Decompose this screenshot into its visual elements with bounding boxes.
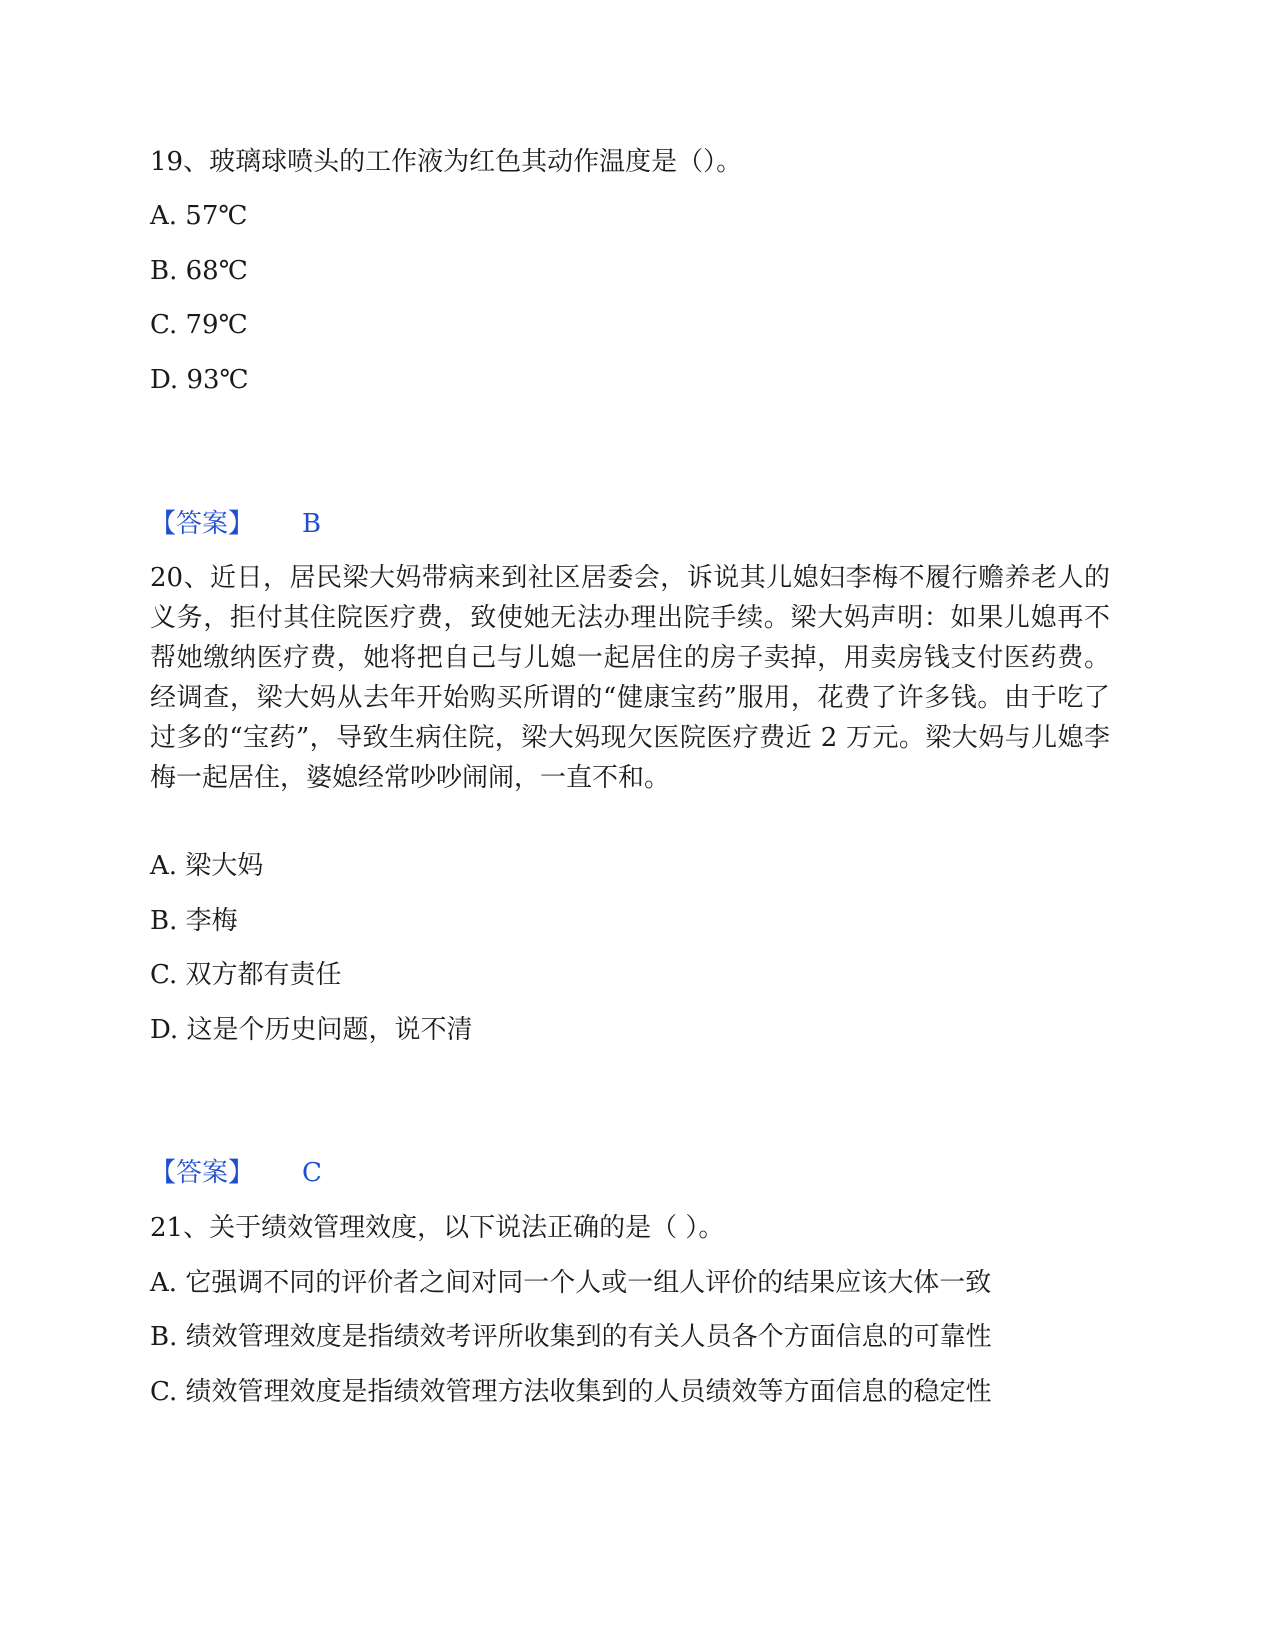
q19-answer (150, 504, 321, 544)
q20-answer (150, 1153, 322, 1193)
q21-option-c: C. 绩效管理效度是指绩效管理方法收集到的人员绩效等方面信息的稳定性 (150, 1377, 992, 1407)
q19-stem: 19、玻璃球喷头的工作液为红色其动作温度是（）。 (150, 147, 743, 177)
answer-value: C (302, 1158, 322, 1188)
q20-option-d: D. 这是个历史问题，说不清 (150, 1015, 473, 1045)
q21-option-b: B. 绩效管理效度是指绩效考评所收集到的有关人员各个方面信息的可靠性 (150, 1322, 992, 1352)
q20-option-b: B. 李梅 (150, 906, 238, 936)
q19-option-b: B. 68℃ (150, 256, 248, 286)
q20-option-c: C. 双方都有责任 (150, 960, 342, 990)
answer-label: 【答案】 (150, 1158, 255, 1188)
q20-stem: 20、近日，居民梁大妈带病来到社区居委会，诉说其儿媳妇李梅不履行赡养老人的义务，拒付其住院医疗费，致使她无法办理出院手续。梁大妈声明：如果儿媳再不帮她缴纳医疗费，她将把自己与儿媳一起居住的房子卖掉，用卖房钱支付医药费。经调查，梁大妈从去年开始购买所谓的“健康宝药”服用，花费了许多钱。由于吃了过多的“宝药”，导致生病住院，梁大妈现欠医院医疗费近 2 万元。梁大妈与儿媳李梅一起居住，婆媳经常吵吵闹闹，一直不和。 (150, 563, 1110, 793)
q19-option-c: C. 79℃ (150, 310, 248, 340)
q19-option-a: A. 57℃ (150, 201, 248, 231)
answer-label: 【答案】 (150, 509, 255, 539)
answer-value: B (302, 509, 322, 539)
q20-option-a: A. 梁大妈 (150, 851, 264, 881)
q19-option-d: D. 93℃ (150, 365, 249, 395)
document-page (150, 0, 1110, 1650)
q21-option-a: A. 它强调不同的评价者之间对同一个人或一组人评价的结果应该大体一致 (150, 1268, 992, 1298)
q21-stem: 21、关于绩效管理效度，以下说法正确的是（ ）。 (150, 1213, 725, 1243)
